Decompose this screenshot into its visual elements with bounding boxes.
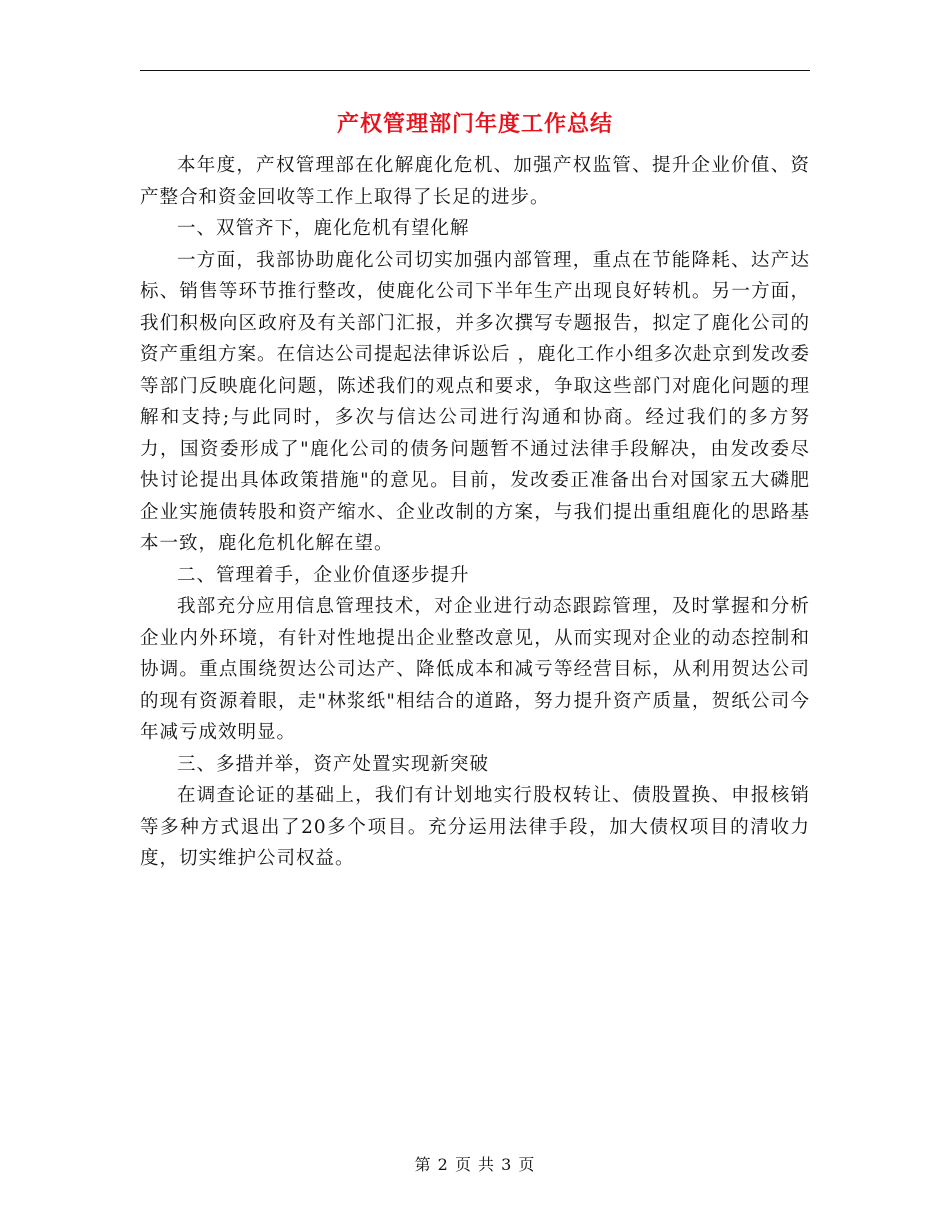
section-heading-2: 二、管理着手，企业价值逐步提升 <box>177 564 470 586</box>
section-heading-3: 三、多措并举，资产处置实现新突破 <box>177 753 490 775</box>
page-number-footer: 第 2 页 共 3 页 <box>414 1155 536 1174</box>
header-rule <box>140 70 810 71</box>
document-body <box>140 150 810 875</box>
section-heading-1: 一、双管齐下，鹿化危机有望化解 <box>177 218 470 239</box>
intro-paragraph: 本年度，产权管理部在化解鹿化危机、加强产权监管、提升企业价值、资产整合和资金回收等工作上取得了长足的进步。 <box>140 155 810 208</box>
section-3-paragraph: 在调查论证的基础上，我们有计划地实行股权转让、债股置换、申报核销等多种方式退出了20多个项目。充分运用法律手段，加大债权项目的清收力度，切实维护公司权益。 <box>140 785 810 869</box>
document-title: 产权管理部门年度工作总结 <box>336 111 613 137</box>
section-1-paragraph: 一方面，我部协助鹿化公司切实加强内部管理，重点在节能降耗、达产达标、销售等环节推行整改，使鹿化公司下半年生产出现良好转机。另一方面，我们积极向区政府及有关部门汇报，并多次撰写专题报告，拟定了鹿化公司的资产重组方案。在信达公司提起法律诉讼后 ，鹿化工作小组多次赴京到发改委等部门反映鹿化问题，陈述我们的观点和要求，争取这些部门对鹿化问题的理解和支持;与此同时，多次与信达公司进行沟通和协商。经过我们的多方努力，国资委形成了"鹿化公司的债务问题暂不通过法律手段解决，由发改委尽快讨论提出具体政策措施"的意见。目前，发改委正准备出台对国家五大磷肥企业实施债转股和资产缩水、企业改制的方案，与我们提出重组鹿化的思路基本一致，鹿化危机化解在望。 <box>140 249 810 554</box>
section-2-paragraph: 我部充分应用信息管理技术，对企业进行动态跟踪管理，及时掌握和分析企业内外环境，有针对性地提出企业整改意见，从而实现对企业的动态控制和协调。重点围绕贺达公司达产、降低成本和减亏等经营目标，从利用贺达公司的现有资源着眼，走"林浆纸"相结合的道路，努力提升资产质量，贺纸公司今年减亏成效明显。 <box>140 596 810 743</box>
